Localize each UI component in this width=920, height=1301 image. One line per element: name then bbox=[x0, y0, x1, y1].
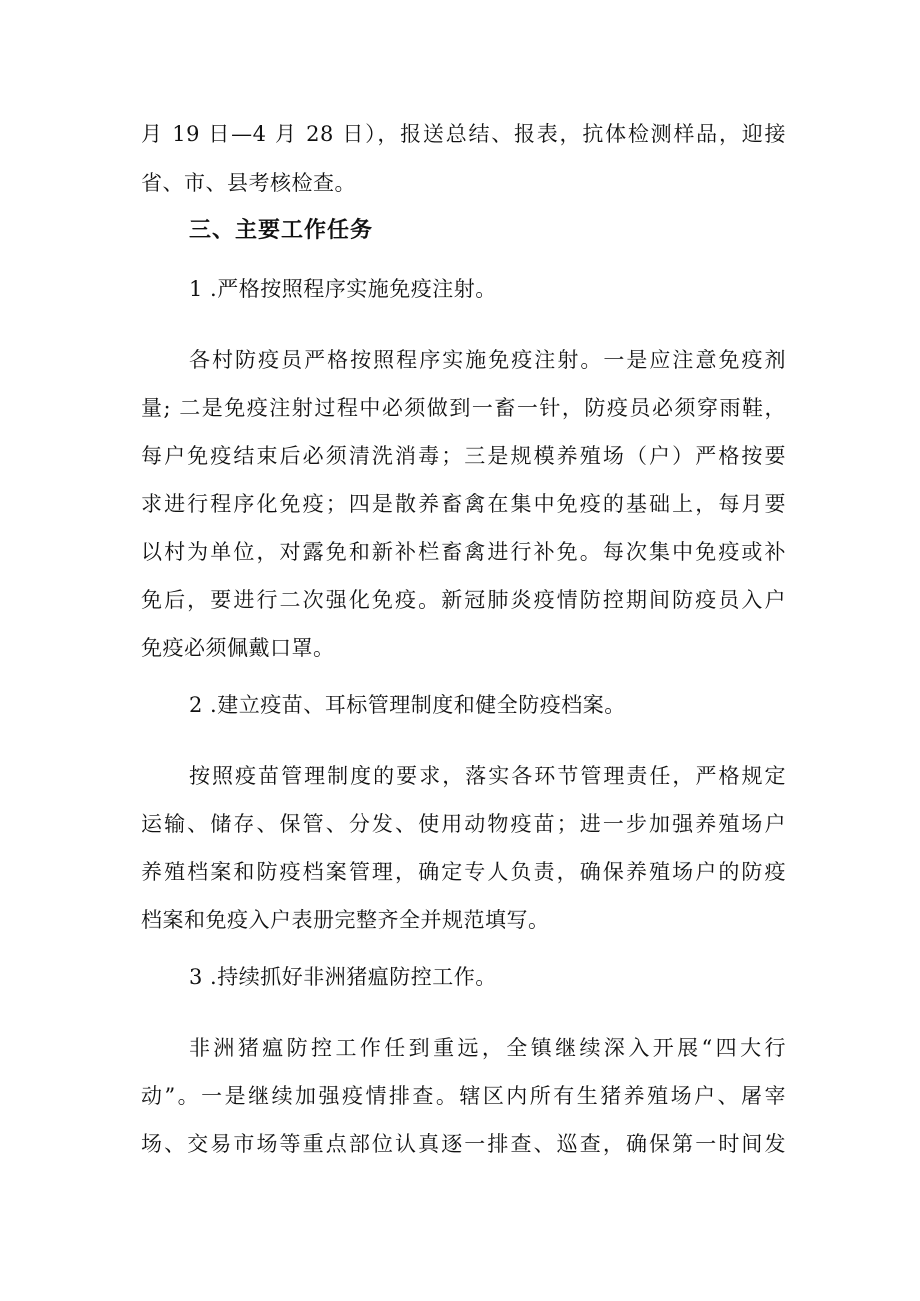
item-3-line-2: 动”。一是继续加强疫情排查。辖区内所有生猪养殖场户、屠宰 bbox=[141, 1084, 786, 1108]
item-2-line-4: 档案和免疫入户表册完整齐全并规范填写。 bbox=[141, 908, 550, 932]
item-1-title: 1 .严格按照程序实施免疫注射。 bbox=[189, 277, 497, 301]
section-heading: 三、主要工作任务 bbox=[189, 218, 374, 243]
item-2-title: 2 .建立疫苗、耳标管理制度和健全防疫档案。 bbox=[189, 693, 626, 717]
item-1-line-1: 各村防疫员严格按照程序实施免疫注射。一是应注意免疫剂 bbox=[189, 348, 786, 372]
item-1-line-2: 量; 二是免疫注射过程中必须做到一畜一针，防疫员必须穿雨鞋， bbox=[141, 396, 786, 420]
item-1-line-6: 免后，要进行二次强化免疫。新冠肺炎疫情防控期间防疫员入户 bbox=[141, 588, 786, 612]
item-1-line-7: 免疫必须佩戴口罩。 bbox=[141, 636, 335, 660]
item-2-line-1: 按照疫苗管理制度的要求，落实各环节管理责任，严格规定 bbox=[189, 764, 786, 788]
item-3-title: 3 .持续抓好非洲猪瘟防控工作。 bbox=[189, 965, 497, 989]
item-1-line-3: 每户免疫结束后必须清洗消毒；三是规模养殖场（户）严格按要 bbox=[141, 444, 786, 468]
intro-line-1: 月 19 日—4 月 28 日），报送总结、报表，抗体检测样品，迎接 bbox=[141, 122, 786, 146]
item-2-line-2: 运输、储存、保管、分发、使用动物疫苗；进一步加强养殖场户 bbox=[141, 812, 786, 836]
intro-line-2: 省、市、县考核检查。 bbox=[141, 171, 356, 195]
item-3-line-1: 非洲猪瘟防控工作任到重远，全镇继续深入开展“四大行 bbox=[189, 1036, 786, 1060]
item-1-line-4: 求进行程序化免疫；四是散养畜禽在集中免疫的基础上，每月要 bbox=[141, 492, 786, 516]
item-1-line-5: 以村为单位，对露免和新补栏畜禽进行补免。每次集中免疫或补 bbox=[141, 540, 786, 564]
item-3-line-3: 场、交易市场等重点部位认真逐一排查、巡查，确保第一时间发 bbox=[141, 1132, 786, 1156]
item-2-line-3: 养殖档案和防疫档案管理，确定专人负责，确保养殖场户的防疫 bbox=[141, 860, 786, 884]
